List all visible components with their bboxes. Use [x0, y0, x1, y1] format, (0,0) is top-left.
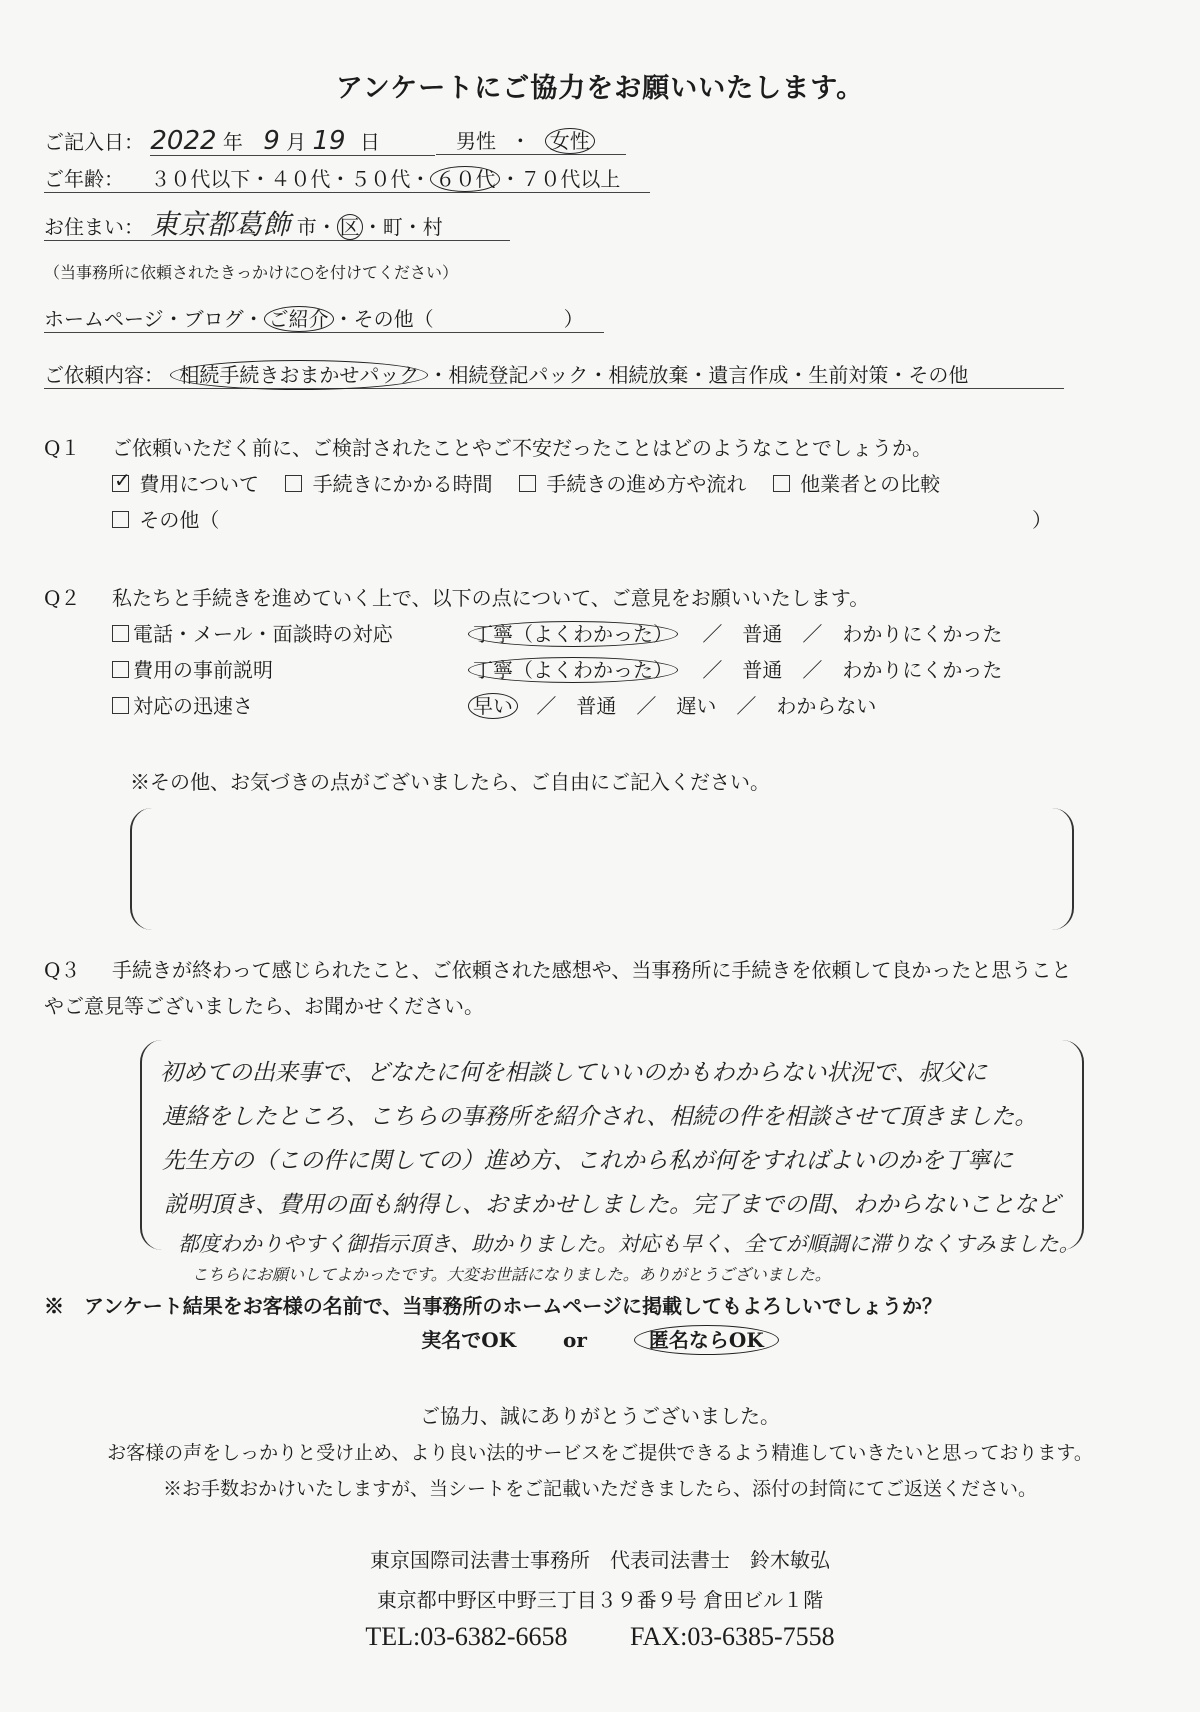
gender-field[interactable]: [436, 128, 626, 155]
q3-answer-line: 初めての出来事で、どなたに何を相談していいのかもわからない状況で、叔父に: [160, 1060, 988, 1086]
request-label: ご依頼内容：: [44, 363, 164, 387]
q1-options-row2: [112, 504, 1052, 533]
gender-sep: ・: [510, 129, 531, 153]
office-fax: FAX:03-6385-7558: [630, 1622, 835, 1651]
q3-answer-line: 先生方の（この件に関しての）進め方、これから私が何をすればよいのかを丁寧に: [162, 1148, 1013, 1174]
referral-note: （当事務所に依頼されたきっかけに○を付けてください）: [44, 263, 458, 282]
q1-options-row1: [112, 468, 940, 497]
publish-question: ※ アンケート結果をお客様の名前で、当事務所のホームページに掲載してもよろしいでしょうか？: [44, 1294, 942, 1318]
office-contact: [0, 1622, 1200, 1652]
q1-number: Q１: [44, 436, 81, 460]
gender-female-selected[interactable]: 女性: [545, 128, 595, 154]
address-ward-selected[interactable]: 区: [337, 214, 363, 240]
age-options-after: ・７０代以上: [500, 167, 621, 191]
referral-homepage[interactable]: ホームページ・ブログ・: [44, 307, 264, 331]
q2-item: 費用の事前説明: [133, 658, 273, 682]
age-label: ご年齢：: [44, 167, 124, 191]
office-name: 東京国際司法書士事務所 代表司法書士 鈴木敏弘: [370, 1548, 830, 1572]
q2-checkbox[interactable]: [112, 625, 129, 642]
office-address: 東京都中野区中野三丁目３９番９号 倉田ビル１階: [376, 1588, 824, 1612]
request-rest: ・相続登記パック・相続放棄・遺言作成・生前対策・その他: [428, 363, 969, 387]
date-day: 19: [312, 126, 346, 156]
q2-checkbox[interactable]: [112, 661, 129, 678]
date-label: ご記入日：: [44, 130, 144, 154]
date-month: 9: [263, 126, 280, 156]
day-unit: 日: [359, 130, 380, 154]
q1-checkbox-cost[interactable]: [112, 468, 131, 492]
age-selected[interactable]: ６０代: [430, 166, 500, 192]
address-rest: ・町・村: [362, 215, 443, 239]
q2-number: Q２: [44, 586, 81, 610]
closing-line2: お客様の声をしっかりと受け止め、より良い法的サービスをご提供できるよう精進していきたいと思っております。: [107, 1442, 1093, 1464]
age-options: ３０代以下・４０代・５０代・: [150, 167, 431, 191]
q2-free-comment-box[interactable]: [130, 808, 1074, 930]
q1-checkbox-compare[interactable]: [773, 475, 790, 492]
q1-opt-cost: 費用について: [139, 472, 259, 496]
date-year: 2022: [150, 126, 217, 156]
q3-answer-line: 都度わかりやすく御指示頂き、助かりました。対応も早く、全てが順調に滞りなくすみました。: [178, 1232, 1080, 1256]
address-value: 東京都葛飾: [150, 208, 291, 241]
request-selected[interactable]: 相続手続きおまかせパック: [170, 360, 428, 390]
referral-other-close: ）: [563, 307, 584, 331]
q2-row: [112, 618, 393, 647]
address-label: お住まい：: [44, 215, 144, 239]
address-city: 市・: [296, 215, 337, 239]
q2-question: 私たちと手続きを進めていく上で、以下の点について、ご意見をお願いいたします。: [112, 586, 870, 610]
q2-rating-row: [468, 654, 1002, 683]
referral-other[interactable]: ・その他（: [333, 307, 434, 331]
q1-opt-process: 手続きの進め方や流れ: [546, 472, 747, 496]
address-row[interactable]: [44, 208, 510, 241]
q2-rating-selected[interactable]: 早い: [468, 693, 518, 719]
q3-answer-line: 連絡をしたところ、こちらの事務所を紹介され、相続の件を相談させて頂きました。: [162, 1104, 1038, 1130]
q1-checkbox-time[interactable]: [285, 475, 302, 492]
publish-real-name-option[interactable]: 実名でOK: [421, 1328, 517, 1352]
age-row[interactable]: [44, 166, 650, 193]
referral-selected[interactable]: ご紹介: [264, 306, 334, 332]
gender-male[interactable]: 男性: [456, 129, 496, 153]
request-row[interactable]: [44, 362, 1064, 389]
office-tel: TEL:03-6382-6658: [365, 1622, 568, 1651]
check-mark-icon: ✓: [114, 468, 131, 492]
month-unit: 月: [286, 130, 307, 154]
publish-or: or: [563, 1328, 587, 1352]
q2-rating-row: [468, 618, 1002, 647]
q2-item: 電話・メール・面談時の対応: [133, 622, 393, 646]
q2-rating-rest: ／ 普通 ／ わかりにくかった: [702, 622, 1003, 646]
q1-checkbox-process[interactable]: [519, 475, 536, 492]
q1-checkbox-other[interactable]: [112, 511, 129, 528]
q1-opt-compare: 他業者との比較: [800, 472, 941, 496]
q3-question-line1: 手続きが終わって感じられたこと、ご依頼された感想や、当事務所に手続きを依頼して良かったと思うこと: [112, 958, 1072, 982]
q2-rating-rest: ／ 普通 ／ わかりにくかった: [702, 658, 1003, 682]
q2-row: [112, 654, 273, 683]
year-unit: 年: [222, 130, 243, 154]
q2-rating-selected[interactable]: 丁寧（よくわかった）: [468, 657, 678, 683]
q1-opt-other: その他（: [139, 508, 220, 532]
q2-checkbox[interactable]: [112, 697, 129, 714]
referral-row[interactable]: [44, 306, 604, 333]
q2-free-note: ※その他、お気づきの点がございましたら、ご自由にご記入ください。: [130, 770, 770, 794]
q2-row: [112, 690, 253, 719]
q2-rating-selected[interactable]: 丁寧（よくわかった）: [468, 621, 678, 647]
closing-line3: ※お手数おかけいたしますが、当シートをご記載いただきましたら、添付の封筒にてご返送ください。: [162, 1478, 1037, 1500]
q2-rating-row: [468, 690, 876, 719]
q3-answer-line: こちらにお願いしてよかったです。大変お世話になりました。ありがとうございました。: [192, 1265, 831, 1284]
publish-anonymous-option-selected[interactable]: 匿名ならOK: [634, 1325, 779, 1355]
q1-question: ご依頼いただく前に、ご検討されたことやご不安だったことはどのようなことでしょうか。: [112, 436, 932, 460]
q3-question-line2: やご意見等ございましたら、お聞かせください。: [44, 994, 484, 1018]
date-row: [44, 128, 435, 156]
publish-options: [0, 1324, 1200, 1353]
q3-number: Q３: [44, 958, 81, 982]
q2-rating-rest: ／ 普通 ／ 遅い ／ わからない: [536, 694, 877, 718]
date-field[interactable]: [150, 128, 435, 156]
page-title: アンケートにご協力をお願いいたします。: [335, 73, 865, 104]
q2-item: 対応の迅速さ: [133, 694, 253, 718]
q1-opt-time: 手続きにかかる時間: [312, 472, 493, 496]
q3-answer-line: 説明頂き、費用の面も納得し、おまかせしました。完了までの間、わからないことなど: [164, 1192, 1061, 1218]
q1-other-close: ）: [1032, 508, 1052, 532]
closing-thanks: ご協力、誠にありがとうございました。: [420, 1404, 780, 1428]
